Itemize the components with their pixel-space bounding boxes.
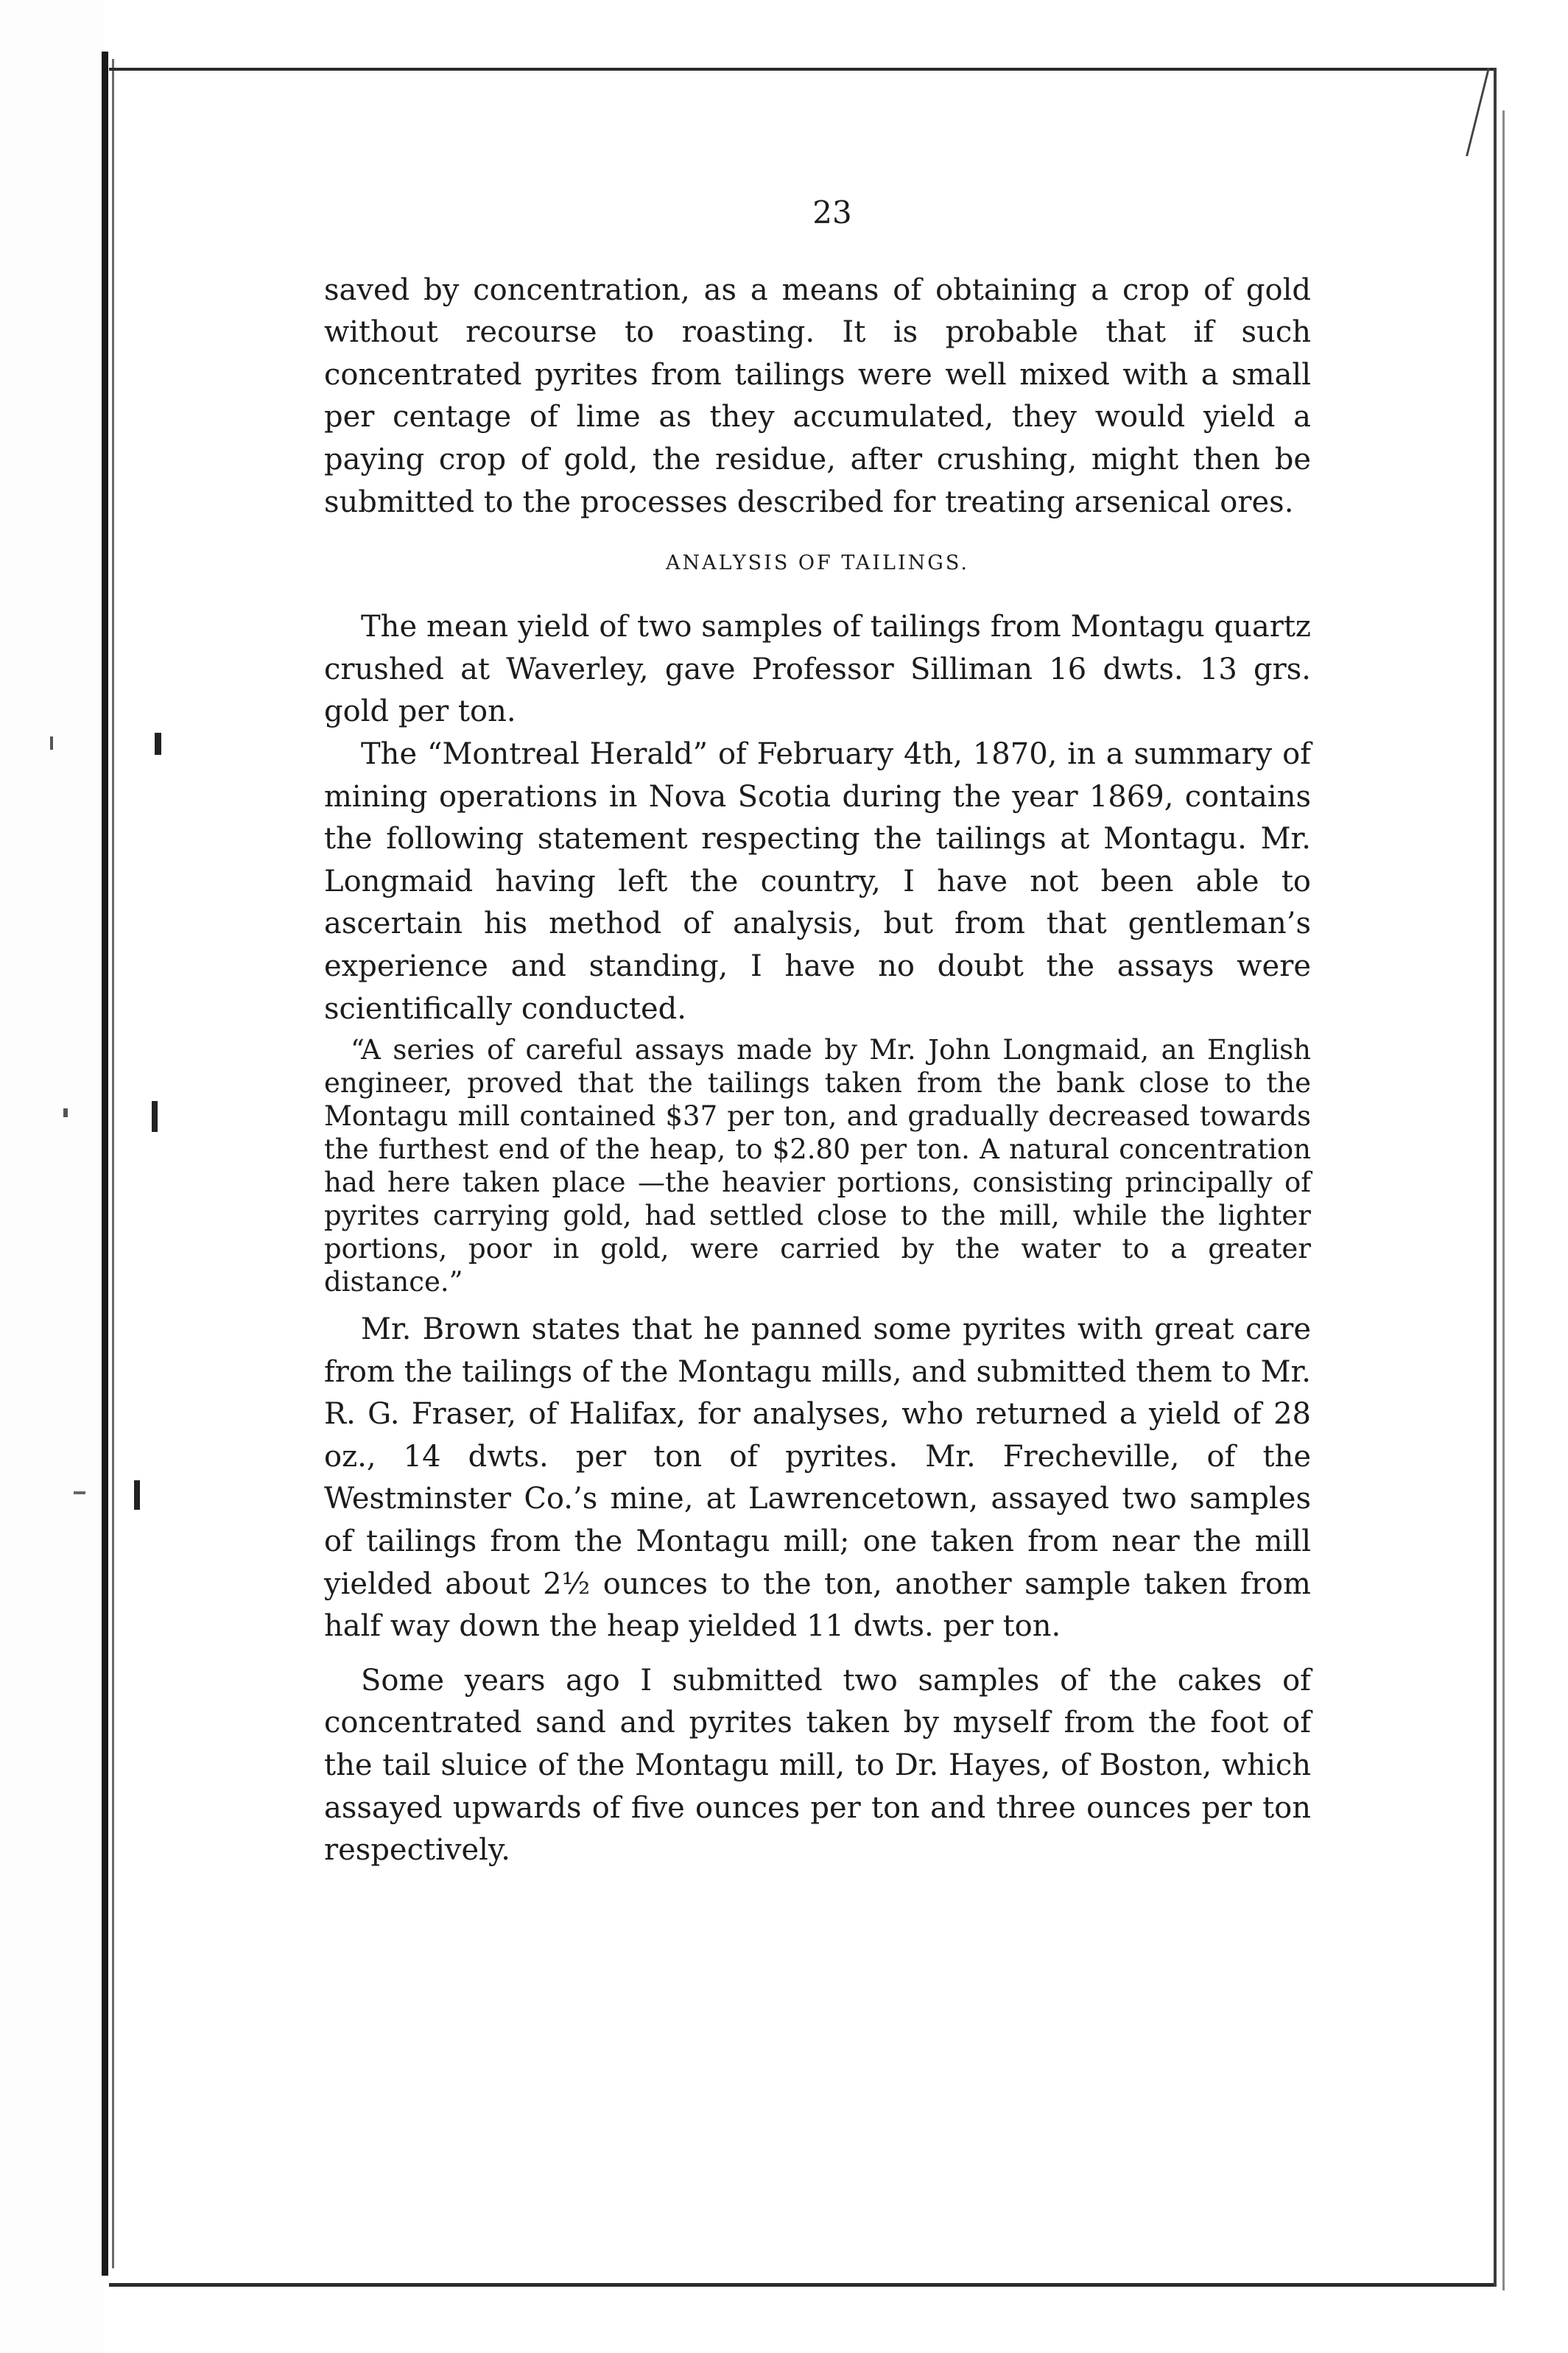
margin-mark xyxy=(134,1480,140,1510)
binding-shadow xyxy=(102,52,108,2276)
paragraph-mr-brown: Mr. Brown states that he panned some pyrites with great care from the tailings of the Montagu mills, and submitted them to Mr. R. G. Fraser, of Halifax, for analyses, who returned a yield of 28 oz., 14 dwts. per ton of pyrites. Mr. Frecheville, of the Westminster Co.’s mine, at Lawrencetown, assayed two samples of tailings from the Montagu mill; one taken from near the mill yielded about 2½ ounces to the ton, another sample taken from half way down the heap yielded 11 dwts. per ton. xyxy=(324,1312,1311,1644)
margin-mark xyxy=(152,1101,158,1132)
binding-shadow-inner xyxy=(112,59,114,2268)
page-corner-fold xyxy=(1466,68,1519,156)
paragraph-montreal-herald: The “Montreal Herald” of February 4th, 1870, in a summary of mining operations in Nova Scotia during the year 1869, contains the following statement respecting the tailings at Montagu. Mr. Longmaid having left the country, I have not been able to ascertain his method of analysis, but from that gentleman’s experience and standing, I have no doubt the assays were scientifically conducted. xyxy=(324,736,1311,1026)
page-edge-right xyxy=(1502,110,1505,2290)
quoted-passage: “A series of careful assays made by Mr. John Longmaid, an English engineer, proved that the tailings taken from the bank close to the Montagu mill contained $37 per ton, and gradually decreased towards the furthest end of the heap, to $2.80 per ton. A natural concentration had here taken place —the heavier portions, consisting principally of pyrites carrying gold, had settled close to the mill, while the lighter portions, poor in gold, were carried by the water to a greater distance.” xyxy=(324,1034,1311,1298)
margin-speck xyxy=(63,1108,68,1117)
page-number: 23 xyxy=(812,194,852,231)
paragraph-mean-yield: The mean yield of two samples of tailings from Montagu quartz crushed at Waverley, gave Professor Silliman 16 dwts. 13 grs. gold per ton. xyxy=(324,610,1311,729)
paragraph-dr-hayes: Some years ago I submitted two samples of the cakes of concentrated sand and pyrites taken by myself from the foot of the tail sluice of the Montagu mill, to Dr. Hayes, of Boston, which assayed upwards of five ounces per ton and three ounces per ton respectively. xyxy=(324,1663,1311,1868)
previous-page-edge xyxy=(0,0,103,2353)
section-heading: ANALYSIS OF TAILINGS. xyxy=(666,552,969,575)
paragraph-intro: saved by concentration, as a means of obtaining a crop of gold without recourse to roasting. It is probable that if such concentrated pyrites from tailings were well mixed with a small per centage of lime as they accumulated, they would yield a paying crop of gold, the residue, after crushing, might then be submitted to the processes described for treating arsenical ores. xyxy=(324,272,1311,519)
margin-mark xyxy=(155,733,161,755)
page-border-top xyxy=(109,68,1494,71)
page-text-block xyxy=(324,191,1311,1872)
margin-speck xyxy=(74,1491,85,1494)
margin-speck xyxy=(50,736,53,750)
page-border-bottom xyxy=(109,2283,1494,2287)
page-border-right xyxy=(1494,68,1497,2287)
